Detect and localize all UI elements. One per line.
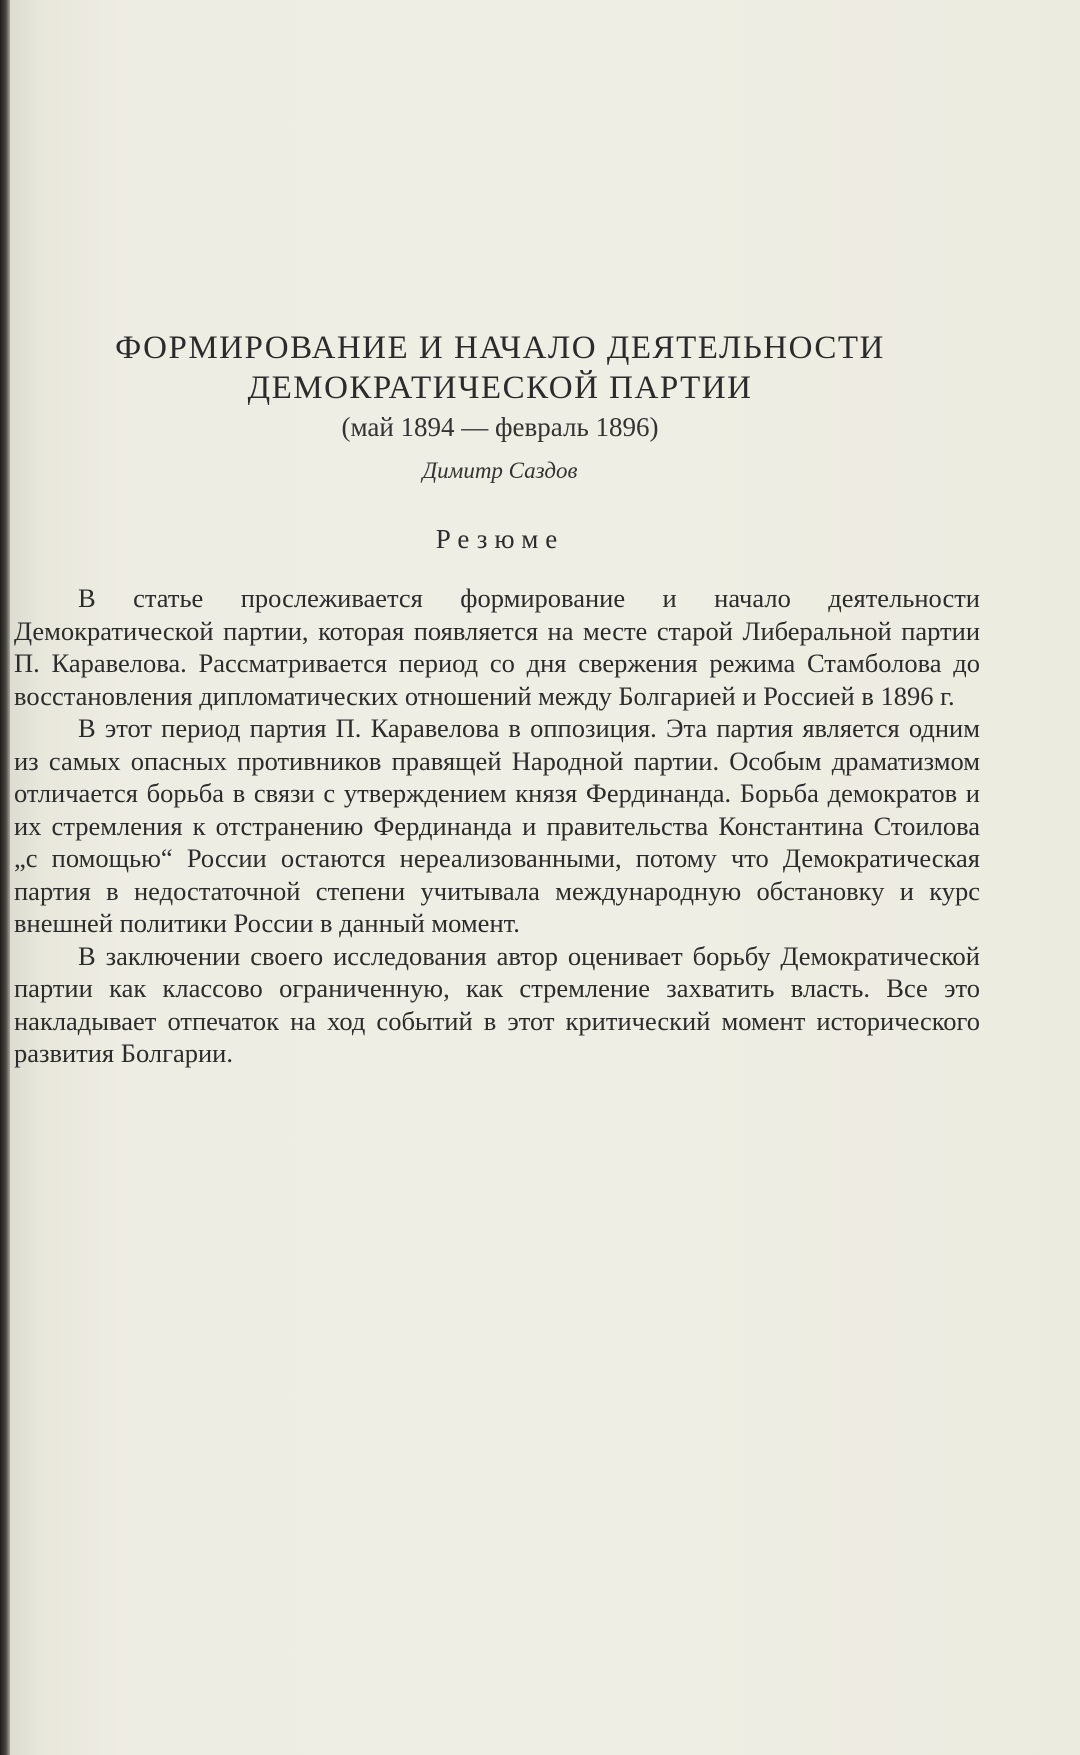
date-range: (май 1894 — февраль 1896) bbox=[341, 412, 659, 442]
resume-heading: Резюме bbox=[435, 524, 565, 554]
paragraph-1: В статье прослеживается формирование и начало деятельности Демократической партии, которая появляется на месте старой Либеральной партии П. Каравелова. Рассматривается период со дня свержения режима Стамболова до восстановления дипломатических отношений между Болгарией и Россией в 1896 г. bbox=[14, 583, 980, 711]
book-spine-shadow bbox=[0, 0, 10, 1755]
title-line-1: ФОРМИРОВАНИЕ И НАЧАЛО ДЕЯТЕЛЬНОСТИ bbox=[115, 330, 885, 366]
paragraph-2: В этот период партия П. Каравелова в оппозиция. Эта партия является одним из самых опасных противников правящей Народной партии. Особым драматизмом отличается борьба в связи с утверждением князя Фердинанда. Борьба демократов и их стремления к отстранению Фердинанда и правительства Константина Стоилова „с помощью“ России остаются нереализованными, потому что Демократическая партия в недостаточной степени учитывала международную обстановку и курс внешней политики России в данный момент. bbox=[14, 713, 980, 938]
title-block bbox=[0, 328, 1000, 446]
title-line-2: ДЕМОКРАТИЧЕСКОЙ ПАРТИИ bbox=[247, 370, 753, 406]
author-name: Димитр Саздов bbox=[422, 458, 578, 483]
abstract-body bbox=[14, 582, 980, 1070]
paragraph-3: В заключении своего исследования автор оценивает борьбу Демократической партии как классово ограниченную, как стремление захватить власть. Все это накладывает отпечаток на ход событий в этот критический момент исторического развития Болгарии. bbox=[14, 940, 980, 1068]
